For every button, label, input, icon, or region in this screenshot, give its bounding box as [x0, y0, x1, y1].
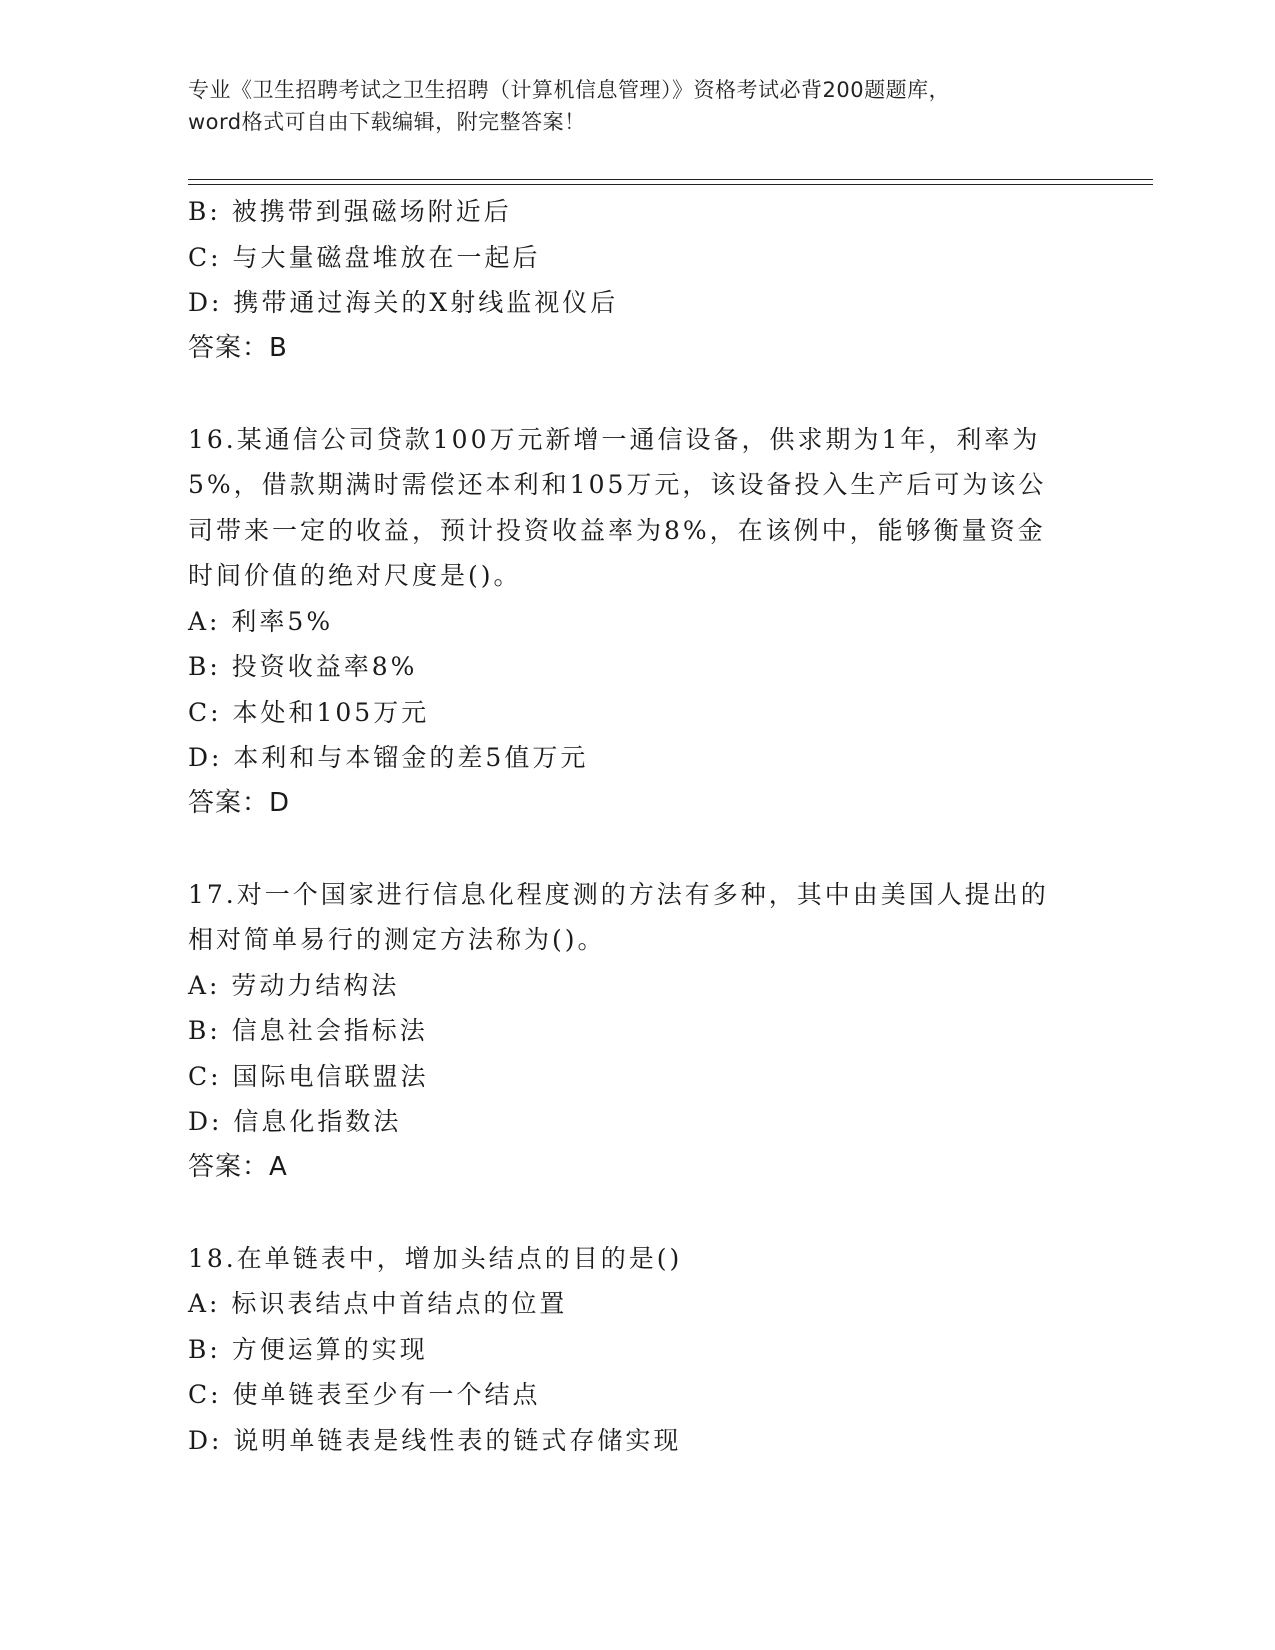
question-list	[188, 189, 1088, 1463]
option-c: C: 本处和105万元	[188, 697, 430, 727]
answer: 答案：B	[188, 332, 288, 363]
option-c: C: 使单链表至少有一个结点	[188, 1380, 541, 1409]
question-text-line: 17.对一个国家进行信息化程度测的方法有多种，其中由美国人提出的	[188, 879, 1049, 909]
header-line-2: word格式可自由下载编辑，附完整答案！	[188, 110, 586, 134]
question-16	[188, 417, 1088, 827]
question-text-line: 16.某通信公司贷款100万元新增一通信设备，供求期为1年，利率为	[188, 424, 1041, 454]
question-text-line: 相对简单易行的测定方法称为()。	[188, 925, 606, 954]
question-15	[188, 189, 1088, 371]
option-d: D: 携带通过海关的X射线监视仪后	[188, 288, 619, 317]
question-text-line: 5%，借款期满时需偿还本利和105万元，该设备投入生产后可为该公	[188, 470, 1047, 499]
option-a: A: 标识表结点中首结点的位置	[188, 1289, 568, 1318]
spacer	[188, 371, 1088, 417]
question-text-line: 18.在单链表中，增加头结点的目的是()	[188, 1243, 683, 1273]
option-d: D: 本利和与本镏金的差5值万元	[188, 743, 589, 772]
option-d: D: 说明单链表是线性表的链式存储实现	[188, 1425, 682, 1455]
document-header	[188, 74, 1088, 138]
option-c: C: 国际电信联盟法	[188, 1061, 429, 1091]
option-a: A: 利率5%	[188, 606, 334, 636]
answer: 答案：D	[188, 787, 291, 818]
header-divider-top	[188, 179, 1153, 180]
answer: 答案：A	[188, 1151, 288, 1182]
question-17	[188, 872, 1088, 1191]
spacer	[188, 1190, 1088, 1236]
option-c: C: 与大量磁盘堆放在一起后	[188, 242, 541, 272]
header-divider-bottom	[188, 184, 1153, 185]
question-text-line: 司带来一定的收益，预计投资收益率为8%，在该例中，能够衡量资金	[188, 515, 1046, 545]
option-b: B: 方便运算的实现	[188, 1334, 428, 1364]
option-d: D: 信息化指数法	[188, 1107, 402, 1136]
question-18	[188, 1236, 1088, 1464]
spacer	[188, 826, 1088, 872]
option-a: A: 劳动力结构法	[188, 970, 400, 1000]
option-b: B: 信息社会指标法	[188, 1016, 428, 1045]
option-b: B: 被携带到强磁场附近后	[188, 197, 512, 226]
header-line-1: 专业《卫生招聘考试之卫生招聘（计算机信息管理）》资格考试必背200题题库，	[188, 78, 951, 102]
option-b: B: 投资收益率8%	[188, 652, 418, 681]
question-text-line: 时间价值的绝对尺度是()。	[188, 561, 522, 590]
